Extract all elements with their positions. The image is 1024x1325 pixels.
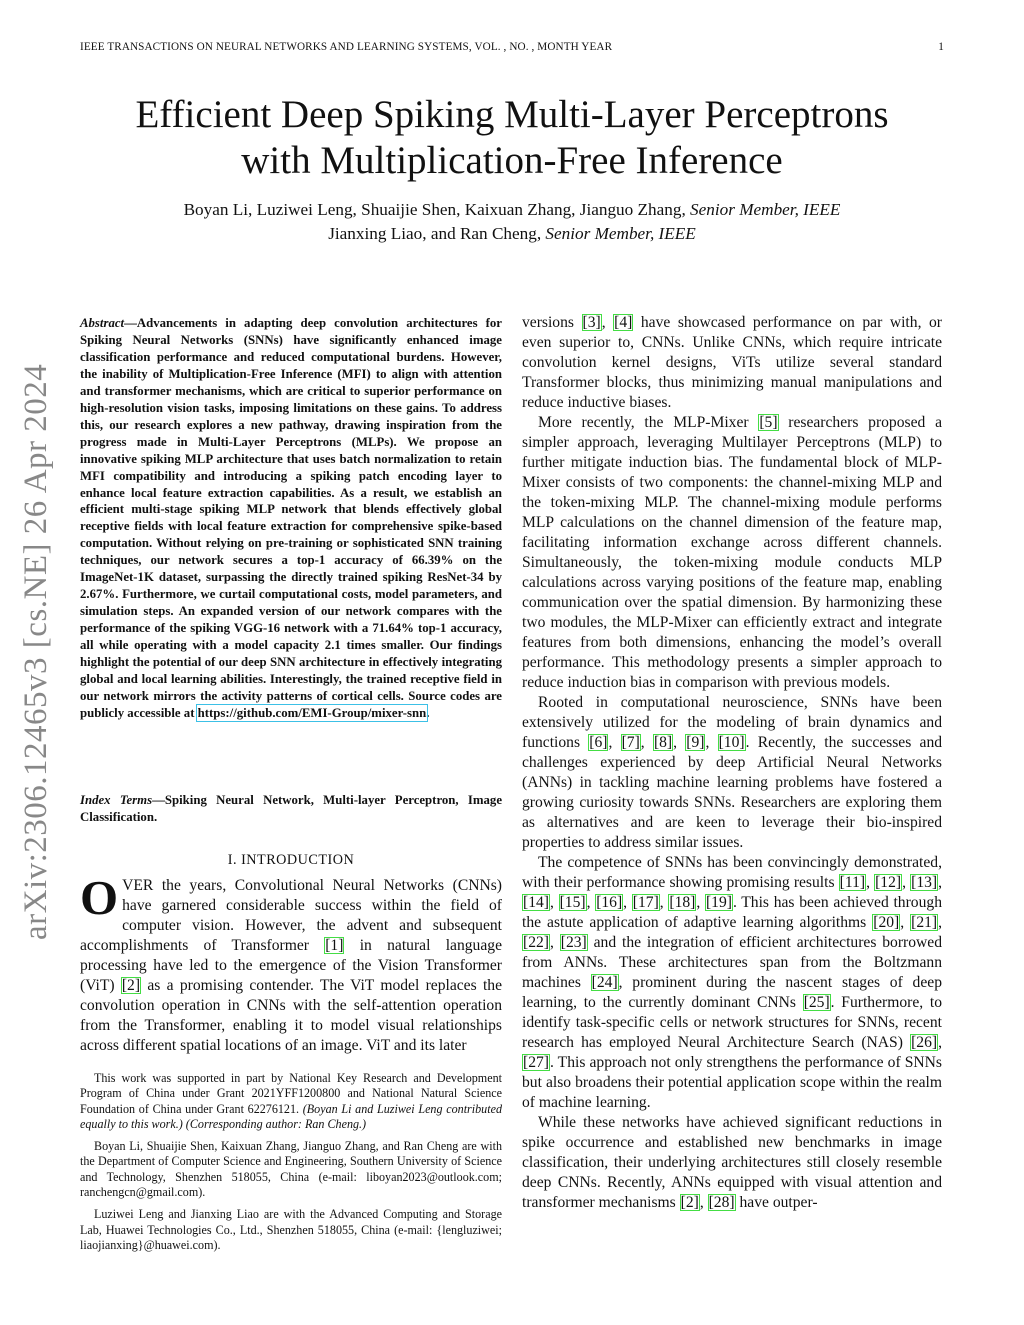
abstract-end: . [426, 705, 430, 720]
footnote-affiliation-1: Boyan Li, Shuaijie Shen, Kaixuan Zhang, Jianguo Zhang, and Ran Cheng are with the Department of Computer Science and Engineering, Southern University of Science and Technology, Shenzhen 518055, China (e-mail: liboyan2023@outlook.com; ranchengcn@gmail.com). [80, 1139, 502, 1200]
text: More recently, the MLP-Mixer [538, 414, 759, 431]
citation-link[interactable]: [6] [589, 734, 608, 751]
paragraph: While these networks have achieved significant reductions in spike occurrence and established new benchmarks in image classification, their underlying architectures still closely resemble deep CNNs. Recently, ANNs equipped with visual attention and transformer mechanisms [2], [28] have outper- [522, 1114, 942, 1211]
footnote-note: (Boyan Li and Luziwei Leng contributed equally to this work.) (Corresponding author: Ran Cheng.) [80, 1101, 502, 1131]
citation-link[interactable]: [17] [632, 894, 659, 911]
citation-link[interactable]: [7] [621, 734, 640, 751]
paragraph: The competence of SNNs has been convincingly demonstrated, with their performance showing promising results [11], [12], [13], [14], [15], [16], [17], [18], [19]. This has been achieved through the astute application of adaptive learning algorithms [20], [21], [22], [23] and the integration of efficient architectures borrowed from ANNs. These architectures span from the Boltzmann machines [24], prominent during the nascent stages of deep learning, to the currently dominant CNNs [25]. Furthermore, to identify task-specific cells or network structures for SNNs, recent research has employed Neural Architecture Search (NAS) [26], [27]. This approach not only strengthens the performance of SNNs but also broadens their potential application scope within the realm of machine learning. [522, 854, 943, 1111]
text: . Recently, the successes and challenges experienced by deep Artificial Neural Networks (ANNs) in tackling machine learning problems have fostered a growing curiosity towards SNNs. Researchers are exploring them as alternatives and are keen to leverage their bio-inspired properties to address similar issues. [522, 734, 943, 851]
citation-link[interactable]: [5] [759, 414, 778, 431]
citation-link[interactable]: [10] [718, 734, 745, 751]
text: , prominent during the nascent stages of deep learning, to the currently dominant CNNs [522, 974, 942, 1011]
citation-link[interactable]: [24] [591, 974, 618, 991]
citation-link[interactable]: [2] [121, 977, 141, 994]
index-terms-label: Index Terms [80, 793, 153, 807]
index-terms [80, 792, 502, 826]
text: versions [522, 314, 582, 331]
text: While these networks have achieved significant reductions in spike occurrence and established new benchmarks in image classification, their underlying architectures still closely resemble deep CNNs. Recently, ANNs equipped with visual attention and transformer mechanisms [522, 1114, 942, 1211]
text: , [601, 314, 614, 331]
authors-names-2: Jianxing Liao, and Ran Cheng, [328, 224, 546, 243]
citation-link[interactable]: [8] [653, 734, 673, 751]
footnote-funding [80, 1071, 502, 1132]
footnote-text: This work was supported in part by National Key Research and Development Program of China under Grant 2021YFF1200800 and National Natural Science Foundation of China under Grant 62276121. [80, 1071, 502, 1116]
intro-paragraph [80, 870, 502, 1056]
text: . This approach not only strengthens the performance of SNNs but also broadens their potential application scope within the realm of machine learning. [522, 1054, 942, 1111]
citation-link[interactable]: [11] [839, 874, 866, 891]
title-line-2: with Multiplication-Free Inference [241, 139, 783, 182]
authors-role-2: Senior Member, IEEE [545, 224, 696, 243]
citation-link[interactable]: [26] [911, 1034, 938, 1051]
citation-link[interactable]: [18] [669, 894, 696, 911]
running-header [80, 41, 944, 53]
paragraph [522, 313, 942, 413]
section-initial: I [241, 852, 247, 868]
citation-link[interactable]: [4] [614, 314, 633, 331]
right-column [522, 313, 942, 1213]
citation-link[interactable]: [16] [596, 894, 623, 911]
authors-line-1 [60, 198, 964, 222]
authors-role-1: Senior Member, IEEE [690, 200, 841, 219]
author-list [60, 198, 964, 246]
citation-link[interactable]: [3] [582, 314, 601, 331]
authors-names-1: Boyan Li, Luziwei Leng, Shuaijie Shen, Kaixuan Zhang, Jianguo Zhang, [183, 200, 691, 219]
footnotes [80, 1071, 502, 1260]
footnote-affiliation-2: Luziwei Leng and Jianxing Liao are with the Advanced Computing and Storage Lab, Huawei Technologies Co., Ltd., Shenzhen 518055, China (e-mail: {lengluziwei; liaojianxing}@huawei.com). [80, 1207, 502, 1252]
abstract-label: Abstract [80, 316, 125, 330]
intro-text: as a promising contender. The ViT model replaces the convolution operation in CNNs with the self-attention operation from the Transformer, enabling it to model visual relationships across different spatial locations of an image. ViT and its later [80, 977, 502, 1054]
text: have showcased performance on par with, or even superior to, CNNs. Unlike CNNs, which require intricate convolution kernel designs, ViTs utilize several standard Transformer blocks, thus minimizing manual manipulations and reduce inductive biases. [522, 314, 942, 411]
paper-title [60, 92, 964, 184]
citation-link[interactable]: [23] [560, 934, 587, 951]
section-number: I. [227, 852, 242, 868]
text: . This has been achieved through the astute application of adaptive learning algorithms [522, 894, 942, 931]
text: . Furthermore, to identify task-specific cells or network structures for SNNs, recent research has employed Neural Architecture Search (NAS) [522, 994, 942, 1051]
citation-link[interactable]: [15] [559, 894, 586, 911]
citation-link[interactable]: [22] [523, 934, 549, 951]
intro-text: the years, Convolutional Neural Networks (CNNs) have garnered considerable success within the field of computer vision. However, the advent and subsequent accomplishments of Transformer [80, 877, 502, 954]
paragraph: Rooted in computational neuroscience, SNNs have been extensively utilized for the modeling of brain dynamics and functions [6], [7], [8], [9], [10]. Recently, the successes and challenges experienced by deep Artificial Neural Networks (ANNs) in tackling machine learning problems have fostered a growing curiosity towards SNNs. Researchers are exploring them as alternatives and are keen to leverage their bio-inspired properties to address similar issues. [522, 694, 943, 851]
citation-link[interactable]: [27] [523, 1054, 549, 1071]
text: and the integration of efficient architectures borrowed from ANNs. These architectures span from the Boltzmann machines [522, 934, 943, 991]
section-title: NTRODUCTION [246, 852, 355, 868]
citation-link[interactable]: [1] [325, 937, 344, 954]
text: researchers proposed a simpler approach, leveraging Multilayer Perceptrons (MLP) to further mitigate induction bias. The fundamental block of MLP-Mixer consists of two components: the channel-mixing MLP and the token-mixing MLP. The channel-mixing module performs MLP calculations on the channel dimension of the feature map, facilitating information exchange across different channels. Simultaneously, the token-mixing module conducts MLP calculations across varying positions of the feature map, enabling communication over the spatial dimension. By harmonizing these two modules, the MLP-Mixer can efficiently extract and integrate features from both dimensions, enhancing the model’s overall performance. This methodology presents a simpler approach to reduce induction bias in comparison with previous models. [522, 414, 942, 691]
citation-link[interactable]: [20] [873, 914, 900, 931]
citation-link[interactable]: [19] [705, 894, 732, 911]
source-code-link[interactable]: https://github.com/EMI-Group/mixer-snn [197, 705, 427, 720]
index-terms-text: —Spiking Neural Network, Multi-layer Perceptron, Image Classification. [80, 793, 502, 824]
citation-link[interactable]: [25] [803, 994, 830, 1011]
intro-text: in natural language processing have led to the emergence of the Vision Transformer (ViT) [80, 937, 502, 994]
abstract [80, 315, 502, 722]
title-line-1: Efficient Deep Spiking Multi-Layer Perceptrons [135, 93, 889, 136]
paragraph [522, 413, 942, 693]
citation-link[interactable]: [13] [911, 874, 938, 891]
citation-link[interactable]: [9] [686, 734, 705, 751]
citation-link[interactable]: [14] [523, 894, 549, 911]
abstract-text: —Advancements in adapting deep convolution architectures for Spiking Neural Networks (SNNs) have significantly enhanced image classification performance and reduced computational burdens. However, the inability of Multiplication-Free Inference (MFI) to align with attention and transformer mechanisms, which are critical to superior performance on high-resolution vision tasks, imposing limitations on these gains. To address this, our research explores a new pathway, drawing inspiration from the progress made in Multi-Layer Perceptrons (MLPs). We propose an innovative spiking MLP architecture that uses batch normalization to retain MFI compatibility and introducing a spiking patch encoding layer to enhance local feature extraction capabilities. As a result, we establish an efficient multi-stage spiking MLP network that blends effectively global receptive fields with local feature extraction for comprehensive spike-based computation. Without relying on pre-training or sophisticated SNN training techniques, our network secures a top-1 accuracy of 66.39% on the ImageNet-1K dataset, surpassing the directly trained spiking ResNet-34 by 2.67%. Furthermore, we curtail computational costs, model parameters, and simulation steps. An expanded version of our network compares with the performance of the spiking VGG-16 network with a 71.64% top-1 accuracy, all while operating with a model capacity 2.1 times smaller. Our findings highlight the potential of our deep SNN architecture in effectively integrating global and local learning abilities. Interestingly, the trained receptive field in our network mirrors the activity patterns of cortical cells. Source codes are publicly accessible at [80, 316, 502, 720]
text: The competence of SNNs has been convincingly demonstrated, with their performance showing promising results [522, 854, 942, 891]
text: have outper- [735, 1194, 818, 1211]
citation-link[interactable]: [12] [875, 874, 902, 891]
intro-caps-word: VER [122, 877, 154, 894]
citation-link[interactable]: [28] [708, 1194, 735, 1211]
citation-link[interactable]: [21] [911, 914, 938, 931]
citation-link[interactable]: [2] [680, 1194, 699, 1211]
section-heading [80, 852, 502, 869]
authors-line-2 [60, 222, 964, 246]
drop-cap: O [80, 870, 119, 925]
text: Rooted in computational neuroscience, SNNs have been extensively utilized for the modeling of brain dynamics and functions [522, 694, 942, 751]
arxiv-stamp: arXiv:2306.12465v3 [cs.NE] 26 Apr 2024 [18, 363, 54, 940]
page-number: 1 [938, 41, 944, 53]
journal-name: IEEE TRANSACTIONS ON NEURAL NETWORKS AND LEARNING SYSTEMS, VOL. , NO. , MONTH YEAR [80, 41, 613, 53]
